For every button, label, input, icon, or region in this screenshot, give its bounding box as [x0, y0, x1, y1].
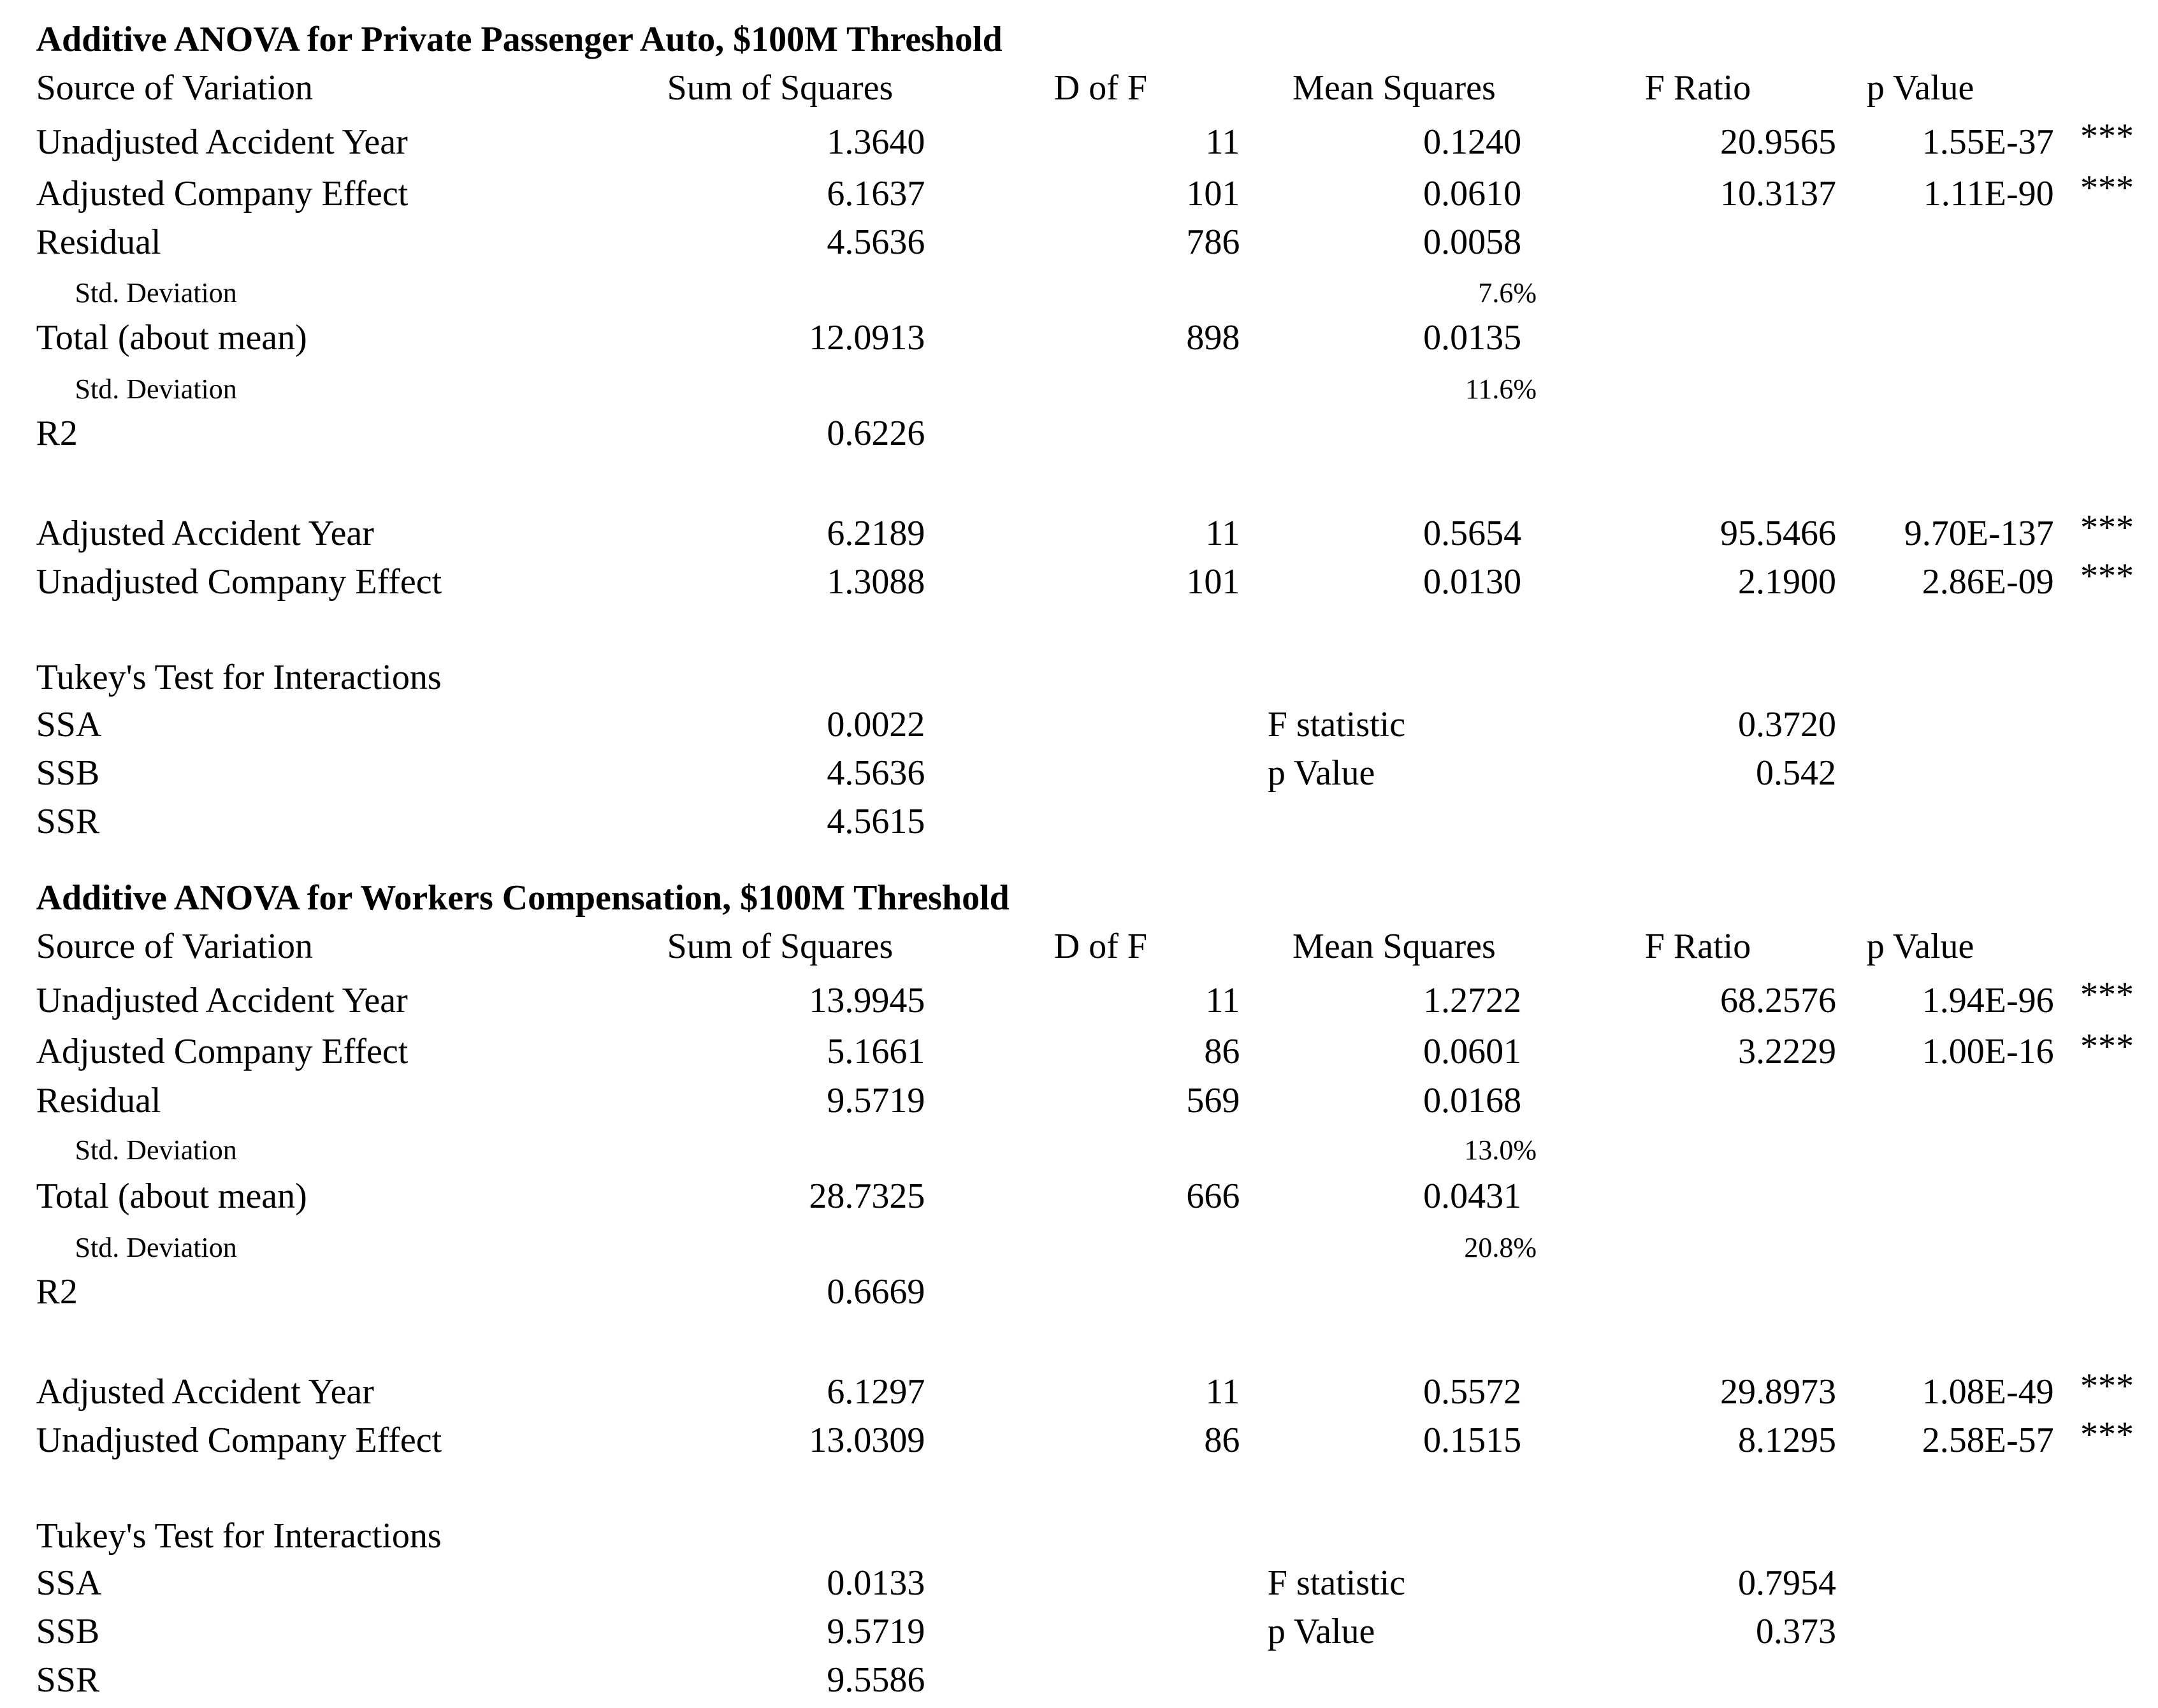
- column-header-mean-squares: Mean Squares: [1293, 927, 1496, 967]
- degrees-of-freedom-cell: 86: [1204, 1032, 1240, 1072]
- mean-squares-cell: 0.0130: [1423, 561, 1522, 602]
- tukey-row-label: SSR: [36, 802, 100, 842]
- significance-marker: ***: [2080, 975, 2134, 1015]
- tukey-row-value: 0.0022: [827, 704, 925, 744]
- mean-squares-cell: 0.0168: [1423, 1080, 1522, 1120]
- tukey-row-label: SSA: [36, 1563, 102, 1603]
- std-deviation-label: Std. Deviation: [75, 373, 237, 405]
- significance-marker: ***: [2080, 1026, 2134, 1066]
- p-value-cell: 1.55E-37: [1922, 122, 2054, 162]
- column-header-p-value: p Value: [1866, 68, 1974, 108]
- tukey-row-label: SSR: [36, 1660, 100, 1700]
- section-title: Additive ANOVA for Workers Compensation, $100M Threshold: [36, 878, 1010, 918]
- std-deviation-label: Std. Deviation: [75, 1231, 237, 1263]
- column-header-sum-of-squares: Sum of Squares: [667, 927, 894, 967]
- column-header-sum-of-squares: Sum of Squares: [667, 68, 894, 108]
- row-label: Adjusted Company Effect: [36, 173, 409, 214]
- std-deviation-value: 7.6%: [1478, 277, 1537, 309]
- column-header-mean-squares: Mean Squares: [1293, 68, 1496, 108]
- degrees-of-freedom-cell: 86: [1204, 1420, 1240, 1460]
- degrees-of-freedom-cell: 11: [1205, 513, 1240, 553]
- significance-marker: ***: [2080, 507, 2134, 547]
- column-header-source: Source of Variation: [36, 68, 313, 108]
- std-deviation-value: 20.8%: [1464, 1231, 1537, 1263]
- mean-squares-cell: 0.0601: [1423, 1032, 1522, 1072]
- tukey-row-value: 0.0133: [827, 1563, 925, 1603]
- column-header-f-ratio: F Ratio: [1644, 68, 1751, 108]
- p-value-cell: 2.86E-09: [1922, 561, 2054, 602]
- tukey-statistic-label: F statistic: [1267, 704, 1406, 744]
- column-header-source: Source of Variation: [36, 927, 313, 967]
- row-label: Adjusted Accident Year: [36, 1371, 374, 1412]
- row-label: Residual: [36, 1080, 161, 1120]
- tukey-row-value: 4.5636: [827, 753, 925, 793]
- sum-of-squares-cell: 1.3088: [827, 561, 925, 602]
- degrees-of-freedom-cell: 569: [1186, 1080, 1240, 1120]
- sum-of-squares-cell: 6.1297: [827, 1371, 925, 1412]
- row-label: Total (about mean): [36, 317, 307, 358]
- p-value-cell: 9.70E-137: [1904, 513, 2054, 553]
- degrees-of-freedom-cell: 898: [1186, 317, 1240, 358]
- f-ratio-cell: 2.1900: [1738, 561, 1837, 602]
- row-label: Residual: [36, 222, 161, 262]
- row-label: R2: [36, 1271, 78, 1312]
- mean-squares-cell: 0.0431: [1423, 1176, 1522, 1216]
- sum-of-squares-cell: 28.7325: [809, 1176, 925, 1216]
- sum-of-squares-cell: 4.5636: [827, 222, 925, 262]
- mean-squares-cell: 0.1240: [1423, 122, 1522, 162]
- mean-squares-cell: 0.0058: [1423, 222, 1522, 262]
- tukey-statistic-value: 0.7954: [1738, 1563, 1837, 1603]
- significance-marker: ***: [2080, 556, 2134, 597]
- sum-of-squares-cell: 9.5719: [827, 1080, 925, 1120]
- tukey-test-title: Tukey's Test for Interactions: [36, 1516, 442, 1556]
- tukey-row-label: SSB: [36, 753, 100, 793]
- tukey-statistic-value: 0.3720: [1738, 704, 1837, 744]
- row-label: R2: [36, 413, 78, 453]
- column-header-f-ratio: F Ratio: [1644, 927, 1751, 967]
- p-value-cell: 1.94E-96: [1922, 980, 2054, 1020]
- sum-of-squares-cell: 1.3640: [827, 122, 925, 162]
- sum-of-squares-cell: 0.6669: [827, 1271, 925, 1312]
- f-ratio-cell: 10.3137: [1720, 173, 1837, 214]
- mean-squares-cell: 0.5654: [1423, 513, 1522, 553]
- f-ratio-cell: 20.9565: [1720, 122, 1837, 162]
- degrees-of-freedom-cell: 101: [1186, 173, 1240, 214]
- f-ratio-cell: 68.2576: [1720, 980, 1837, 1020]
- degrees-of-freedom-cell: 11: [1205, 980, 1240, 1020]
- f-ratio-cell: 29.8973: [1720, 1371, 1837, 1412]
- significance-marker: ***: [2080, 1415, 2134, 1455]
- degrees-of-freedom-cell: 786: [1186, 222, 1240, 262]
- tukey-row-label: SSB: [36, 1612, 100, 1652]
- significance-marker: ***: [2080, 168, 2134, 208]
- mean-squares-cell: 0.0135: [1423, 317, 1522, 358]
- row-label: Adjusted Company Effect: [36, 1032, 409, 1072]
- row-label: Unadjusted Accident Year: [36, 122, 408, 162]
- tukey-row-value: 9.5719: [827, 1612, 925, 1652]
- row-label: Unadjusted Accident Year: [36, 980, 408, 1020]
- f-ratio-cell: 3.2229: [1738, 1032, 1837, 1072]
- sum-of-squares-cell: 13.0309: [809, 1420, 925, 1460]
- sum-of-squares-cell: 5.1661: [827, 1032, 925, 1072]
- sum-of-squares-cell: 6.1637: [827, 173, 925, 214]
- column-header-p-value: p Value: [1866, 927, 1974, 967]
- tukey-test-title: Tukey's Test for Interactions: [36, 657, 442, 697]
- column-header-degrees-of-freedom: D of F: [1054, 68, 1147, 108]
- mean-squares-cell: 0.5572: [1423, 1371, 1522, 1412]
- column-header-degrees-of-freedom: D of F: [1054, 927, 1147, 967]
- p-value-cell: 2.58E-57: [1922, 1420, 2054, 1460]
- tukey-statistic-label: p Value: [1267, 753, 1375, 793]
- p-value-cell: 1.08E-49: [1922, 1371, 2054, 1412]
- std-deviation-value: 11.6%: [1465, 373, 1537, 405]
- tukey-row-value: 4.5615: [827, 802, 925, 842]
- significance-marker: ***: [2080, 1366, 2134, 1406]
- degrees-of-freedom-cell: 11: [1205, 122, 1240, 162]
- std-deviation-label: Std. Deviation: [75, 277, 237, 309]
- mean-squares-cell: 0.1515: [1423, 1420, 1522, 1460]
- degrees-of-freedom-cell: 11: [1205, 1371, 1240, 1412]
- std-deviation-label: Std. Deviation: [75, 1134, 237, 1166]
- degrees-of-freedom-cell: 666: [1186, 1176, 1240, 1216]
- row-label: Adjusted Accident Year: [36, 513, 374, 553]
- tukey-row-value: 9.5586: [827, 1660, 925, 1700]
- tukey-statistic-label: p Value: [1267, 1612, 1375, 1652]
- tukey-statistic-label: F statistic: [1267, 1563, 1406, 1603]
- sum-of-squares-cell: 13.9945: [809, 980, 925, 1020]
- sum-of-squares-cell: 6.2189: [827, 513, 925, 553]
- row-label: Unadjusted Company Effect: [36, 1420, 442, 1460]
- p-value-cell: 1.11E-90: [1923, 173, 2054, 214]
- tukey-statistic-value: 0.373: [1756, 1612, 1837, 1652]
- row-label: Total (about mean): [36, 1176, 307, 1216]
- f-ratio-cell: 95.5466: [1720, 513, 1837, 553]
- sum-of-squares-cell: 0.6226: [827, 413, 925, 453]
- tukey-statistic-value: 0.542: [1756, 753, 1837, 793]
- row-label: Unadjusted Company Effect: [36, 561, 442, 602]
- section-title: Additive ANOVA for Private Passenger Auto, $100M Threshold: [36, 19, 1003, 59]
- mean-squares-cell: 1.2722: [1423, 980, 1522, 1020]
- sum-of-squares-cell: 12.0913: [809, 317, 925, 358]
- tukey-row-label: SSA: [36, 704, 102, 744]
- significance-marker: ***: [2080, 117, 2134, 157]
- f-ratio-cell: 8.1295: [1738, 1420, 1837, 1460]
- mean-squares-cell: 0.0610: [1423, 173, 1522, 214]
- p-value-cell: 1.00E-16: [1922, 1032, 2054, 1072]
- std-deviation-value: 13.0%: [1464, 1134, 1537, 1166]
- degrees-of-freedom-cell: 101: [1186, 561, 1240, 602]
